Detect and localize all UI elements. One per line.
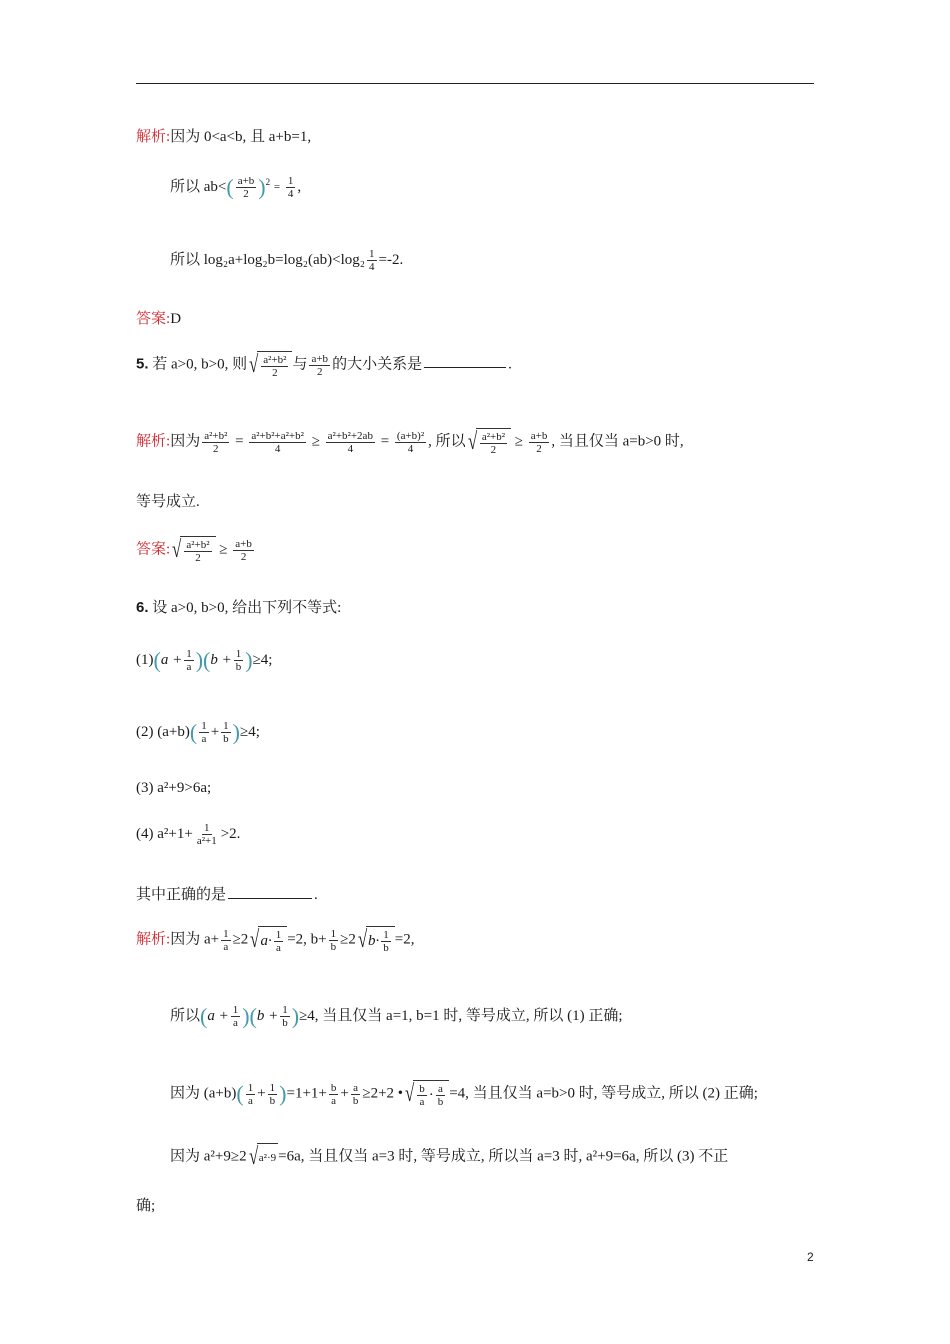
q6-solution-line3: 因为 (a+b)( $\frac{1}{a}$ + $\frac{1}{b}$ )=1+1+ $\frac{b}{a}$ + $\frac{a}{b}$ ≥2+2 • √ $\frac{b}{a}$ · $\frac{a}{b}$ =4, 当且仅当 a=b>0 时, 等号成立, 所以 (2) 正确; bbox=[170, 1081, 758, 1108]
sqrt-expr: √ $\frac{\text{a²+b²}}{2}$ bbox=[247, 351, 292, 379]
question-number: 5. bbox=[136, 355, 149, 373]
answer-label: 答案 bbox=[136, 311, 167, 327]
q6-solution-line1: 解析:因为 a+ $\frac{1}{a}$ ≥2 √ a· $\frac{1}{a}$ =2, b+ $\frac{1}{b}$ ≥2 √ b· $\frac{1}{b}$ =2, bbox=[136, 927, 415, 954]
q5-solution-line2: 等号成立. bbox=[136, 494, 200, 510]
answer-blank bbox=[424, 353, 506, 368]
q6-item-4: (4) a²+1+ $\frac{1}{\text{a²+1}}$ >2. bbox=[136, 822, 241, 847]
q6-solution-line2: 所以(a + $\frac{1}{a}$ )(b + $\frac{1}{b}$ )≥4, 当且仅当 a=1, b=1 时, 等号成立, 所以 (1) 正确; bbox=[170, 1003, 623, 1029]
p4-solution-line3: 所以 log₂a+log₂b=log₂(ab)<log₂ $\frac{1}{4}$ =-2. bbox=[170, 248, 404, 273]
p4-answer: 答案:D bbox=[136, 311, 182, 327]
header-rule bbox=[136, 83, 814, 84]
q6-solution-line5: 确; bbox=[136, 1198, 156, 1214]
q6-item-1: (1)(a + $\frac{1}{a}$ )(b + $\frac{1}{b}$ )≥4; bbox=[136, 647, 273, 673]
q6-solution-line4: 因为 a²+9≥2 √ a²·9 =6a, 当且仅当 a=3 时, 等号成立, 所以当 a=3 时, a²+9=6a, 所以 (3) 不正 bbox=[170, 1144, 729, 1170]
q6-question: 6. 设 a>0, b>0, 给出下列不等式: bbox=[136, 599, 342, 616]
p4-solution-line2: 所以 ab<( $\frac{a+b}{2}$ )$^2$ = $\frac{1}{4}$ , bbox=[170, 174, 302, 201]
q5-answer: 答案: √ $\frac{\text{a²+b²}}{2}$ ≥ $\frac{a+b}{2}$ bbox=[136, 537, 252, 564]
p4-solution-line1: 解析:因为 0<a<b, 且 a+b=1, bbox=[136, 129, 312, 145]
q6-item-2: (2) (a+b)( $\frac{1}{a}$ + $\frac{1}{b}$ )≥4; bbox=[136, 719, 260, 745]
answer-blank bbox=[228, 884, 312, 899]
page-number: 2 bbox=[807, 1250, 814, 1264]
solution-label: 解析 bbox=[136, 129, 167, 145]
q6-prompt: 其中正确的是 . bbox=[136, 884, 318, 905]
q5-solution-line1: 解析:因为 $\frac{\text{a²+b²}}{2}$ = $\frac{\text{a²+b²+a²+b²}}{4}$ ≥ $\frac{\text{a²+b²+2ab}}{4}$ = $\frac{\text{(a+b)²}}{4}$ , 所以 √ $\frac{\text{a²+b²}}{2}$ ≥ $\frac{a+b}{2}$ , 当且仅当 a=b>0 时, bbox=[136, 429, 684, 456]
q6-item-3: (3) a²+9>6a; bbox=[136, 780, 212, 796]
fraction: $\frac{a+b}{2}$ bbox=[237, 175, 255, 201]
q5-question: 5. 若 a>0, b>0, 则 √ $\frac{\text{a²+b²}}{2}$ 与 $\frac{a+b}{2}$ 的大小关系是 . bbox=[136, 352, 512, 379]
question-number: 6. bbox=[136, 599, 149, 616]
